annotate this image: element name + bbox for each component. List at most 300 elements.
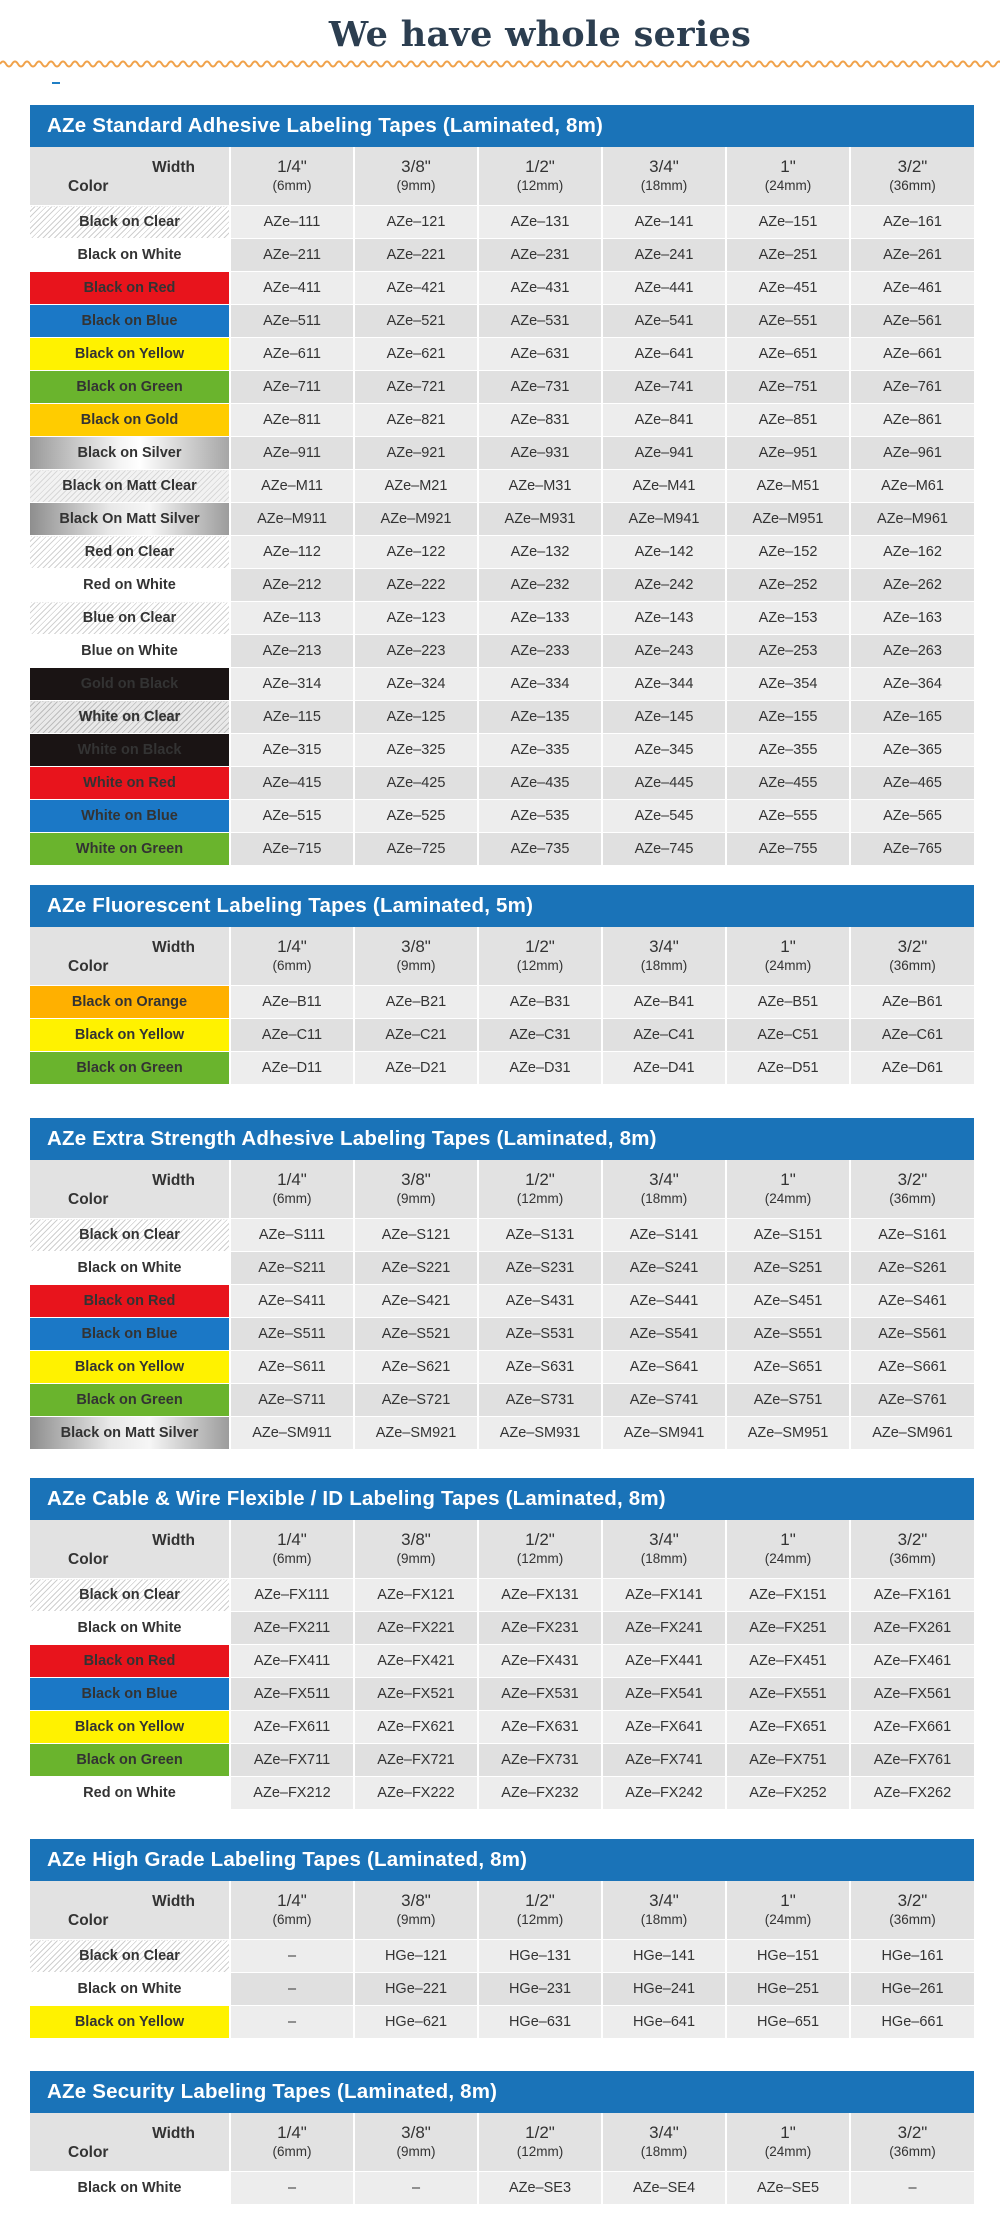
size-inch: 1/2"	[525, 1530, 555, 1549]
product-code: AZe–711	[230, 371, 354, 404]
product-code: AZe–B61	[850, 986, 974, 1019]
size-header	[478, 1520, 602, 1579]
product-code: AZe–611	[230, 338, 354, 371]
product-code: AZe–755	[726, 833, 850, 866]
width-label: Width	[152, 1172, 195, 1189]
product-code: AZe–455	[726, 767, 850, 800]
product-code: AZe–S741	[602, 1384, 726, 1417]
size-header	[478, 1160, 602, 1219]
product-code: AZe–FX731	[478, 1744, 602, 1777]
product-code: AZe–FX641	[602, 1711, 726, 1744]
size-inch: 1/2"	[525, 1170, 555, 1189]
table-row	[30, 986, 974, 1019]
tape-color-label: Black on Silver	[30, 437, 230, 470]
table-row	[30, 1612, 974, 1645]
size-inch: 1"	[780, 1170, 796, 1189]
product-code: AZe–115	[230, 701, 354, 734]
product-code: AZe–C51	[726, 1019, 850, 1052]
product-code: AZe–S511	[230, 1318, 354, 1351]
section-title: AZe Standard Adhesive Labeling Tapes (Laminated, 8m)	[30, 105, 974, 147]
size-inch: 3/2"	[897, 937, 928, 956]
product-code: AZe–233	[478, 635, 602, 668]
size-inch: 3/4"	[649, 1170, 679, 1189]
size-inch: 1/2"	[525, 937, 555, 956]
product-code: AZe–FX242	[602, 1777, 726, 1810]
product-code: AZe–SE5	[726, 2172, 850, 2205]
table-row	[30, 1219, 974, 1252]
product-code: AZe–165	[850, 701, 974, 734]
tape-table	[30, 1881, 974, 2038]
product-code: AZe–S251	[726, 1252, 850, 1285]
table-row	[30, 767, 974, 800]
size-inch: 1/4"	[277, 937, 307, 956]
table-row	[30, 1579, 974, 1612]
product-code: AZe–821	[354, 404, 478, 437]
product-code: AZe–122	[354, 536, 478, 569]
product-code: HGe–241	[602, 1973, 726, 2006]
product-code: AZe–911	[230, 437, 354, 470]
product-code: AZe–465	[850, 767, 974, 800]
product-code: AZe–S111	[230, 1219, 354, 1252]
size-inch: 1/2"	[525, 157, 555, 176]
header-corner	[30, 927, 230, 986]
size-inch: 3/2"	[897, 1170, 928, 1189]
size-header	[230, 147, 354, 206]
product-code: AZe–851	[726, 404, 850, 437]
product-code: AZe–FX531	[478, 1678, 602, 1711]
product-code: AZe–S241	[602, 1252, 726, 1285]
width-label: Width	[152, 1893, 195, 1910]
product-code: AZe–S731	[478, 1384, 602, 1417]
size-header	[478, 1881, 602, 1940]
tape-table	[30, 927, 974, 1084]
product-code: AZe–545	[602, 800, 726, 833]
tape-color-label: Blue on Clear	[30, 602, 230, 635]
tape-color-label: Black on White	[30, 1973, 230, 2006]
tape-color-label: Black on Blue	[30, 305, 230, 338]
product-code: AZe–162	[850, 536, 974, 569]
product-code: AZe–151	[726, 206, 850, 239]
size-header	[602, 1160, 726, 1219]
product-code: AZe–FX241	[602, 1612, 726, 1645]
size-header	[726, 927, 850, 986]
table-row	[30, 1252, 974, 1285]
product-code: AZe–961	[850, 437, 974, 470]
product-code: HGe–621	[354, 2006, 478, 2039]
width-label: Width	[152, 2125, 195, 2142]
product-code: AZe–213	[230, 635, 354, 668]
product-code: AZe–113	[230, 602, 354, 635]
product-code: AZe–252	[726, 569, 850, 602]
color-label: Color	[68, 178, 109, 195]
product-code: AZe–FX511	[230, 1678, 354, 1711]
product-code: AZe–M61	[850, 470, 974, 503]
product-code: AZe–335	[478, 734, 602, 767]
product-code: AZe–S231	[478, 1252, 602, 1285]
section-standard	[30, 105, 974, 865]
size-header	[478, 927, 602, 986]
product-code: AZe–345	[602, 734, 726, 767]
product-code: AZe–M921	[354, 503, 478, 536]
product-code: AZe–SM931	[478, 1417, 602, 1450]
size-mm: (9mm)	[396, 958, 436, 973]
size-header	[230, 2113, 354, 2172]
product-code: AZe–FX212	[230, 1777, 354, 1810]
size-mm: (9mm)	[396, 178, 436, 193]
product-code: AZe–S461	[850, 1285, 974, 1318]
product-code: AZe–232	[478, 569, 602, 602]
product-code: AZe–S451	[726, 1285, 850, 1318]
product-code: AZe–941	[602, 437, 726, 470]
table-row	[30, 371, 974, 404]
product-code: AZe–123	[354, 602, 478, 635]
product-code: AZe–631	[478, 338, 602, 371]
product-code: AZe–C31	[478, 1019, 602, 1052]
table-row	[30, 800, 974, 833]
product-code: AZe–133	[478, 602, 602, 635]
product-code: AZe–M941	[602, 503, 726, 536]
size-mm: (12mm)	[516, 1191, 564, 1206]
table-header-row	[30, 2113, 974, 2172]
size-mm: (6mm)	[272, 958, 312, 973]
product-code: AZe–153	[726, 602, 850, 635]
product-code: AZe–FX222	[354, 1777, 478, 1810]
tape-color-label: Black on Red	[30, 272, 230, 305]
product-code: AZe–S621	[354, 1351, 478, 1384]
product-code: AZe–M21	[354, 470, 478, 503]
section-title: AZe Fluorescent Labeling Tapes (Laminated, 5m)	[30, 885, 974, 927]
product-code: AZe–921	[354, 437, 478, 470]
tape-table	[30, 1520, 974, 1809]
tape-color-label: White on Clear	[30, 701, 230, 734]
table-header-row	[30, 927, 974, 986]
product-code: AZe–641	[602, 338, 726, 371]
product-code: AZe–FX551	[726, 1678, 850, 1711]
product-code: AZe–765	[850, 833, 974, 866]
product-code: AZe–145	[602, 701, 726, 734]
size-header	[354, 147, 478, 206]
product-code: AZe–B21	[354, 986, 478, 1019]
product-code: AZe–525	[354, 800, 478, 833]
product-code: AZe–314	[230, 668, 354, 701]
size-header	[230, 927, 354, 986]
section-cable-wire	[30, 1478, 974, 1809]
table-header-row	[30, 1160, 974, 1219]
tape-color-label: Black on Green	[30, 1744, 230, 1777]
size-header	[602, 2113, 726, 2172]
size-mm: (18mm)	[640, 178, 688, 193]
product-code: AZe–FX421	[354, 1645, 478, 1678]
product-code: AZe–355	[726, 734, 850, 767]
table-header-row	[30, 147, 974, 206]
product-code: AZe–FX541	[602, 1678, 726, 1711]
table-row	[30, 635, 974, 668]
tape-color-label: White on Black	[30, 734, 230, 767]
table-row	[30, 470, 974, 503]
section-extra-strength	[30, 1118, 974, 1449]
tape-color-label: Black on Matt Clear	[30, 470, 230, 503]
product-code: AZe–132	[478, 536, 602, 569]
product-code: HGe–131	[478, 1940, 602, 1973]
table-row	[30, 833, 974, 866]
product-code: AZe–S411	[230, 1285, 354, 1318]
product-code: AZe–M951	[726, 503, 850, 536]
size-inch: 3/4"	[649, 1891, 679, 1910]
size-mm: (36mm)	[889, 1551, 936, 1566]
size-inch: 3/4"	[649, 2123, 679, 2142]
product-code: AZe–S721	[354, 1384, 478, 1417]
size-mm: (6mm)	[272, 1191, 312, 1206]
product-code: AZe–B31	[478, 986, 602, 1019]
tape-color-label: Black on White	[30, 2172, 230, 2205]
product-code: AZe–725	[354, 833, 478, 866]
table-row	[30, 1645, 974, 1678]
product-code: AZe–S211	[230, 1252, 354, 1285]
product-code: AZe–FX631	[478, 1711, 602, 1744]
width-label: Width	[152, 939, 195, 956]
tape-color-label: Black on Red	[30, 1285, 230, 1318]
size-header	[478, 2113, 602, 2172]
product-code: AZe–FX211	[230, 1612, 354, 1645]
product-code: AZe–535	[478, 800, 602, 833]
product-code: AZe–S751	[726, 1384, 850, 1417]
tape-color-label: Black on Clear	[30, 1579, 230, 1612]
width-label: Width	[152, 1532, 195, 1549]
product-code: AZe–FX611	[230, 1711, 354, 1744]
product-code: AZe–S521	[354, 1318, 478, 1351]
size-inch: 3/4"	[649, 937, 679, 956]
product-code: AZe–231	[478, 239, 602, 272]
product-code: AZe–365	[850, 734, 974, 767]
product-code: AZe–C21	[354, 1019, 478, 1052]
product-code: AZe–M11	[230, 470, 354, 503]
size-header	[726, 2113, 850, 2172]
tape-color-label: Black on Orange	[30, 986, 230, 1019]
product-code: AZe–111	[230, 206, 354, 239]
product-code: AZe–715	[230, 833, 354, 866]
size-header	[602, 927, 726, 986]
product-code: AZe–511	[230, 305, 354, 338]
product-code: AZe–S531	[478, 1318, 602, 1351]
product-code: AZe–415	[230, 767, 354, 800]
section-title: AZe Security Labeling Tapes (Laminated, 8m)	[30, 2071, 974, 2113]
table-row	[30, 1417, 974, 1450]
product-code: AZe–SM951	[726, 1417, 850, 1450]
size-mm: (36mm)	[889, 1912, 936, 1927]
product-code: AZe–263	[850, 635, 974, 668]
table-row	[30, 1744, 974, 1777]
tape-color-label: Black on Yellow	[30, 1019, 230, 1052]
product-code: HGe–161	[850, 1940, 974, 1973]
tape-color-label: Black On Matt Silver	[30, 503, 230, 536]
section-title: AZe High Grade Labeling Tapes (Laminated, 8m)	[30, 1839, 974, 1881]
size-mm: (9mm)	[396, 1551, 436, 1566]
table-header-row	[30, 1881, 974, 1940]
product-code: AZe–D41	[602, 1052, 726, 1085]
size-header	[230, 1881, 354, 1940]
accent-dot	[52, 82, 60, 84]
product-code: AZe–315	[230, 734, 354, 767]
size-inch: 1/4"	[277, 2123, 307, 2142]
product-code: AZe–S551	[726, 1318, 850, 1351]
size-header	[726, 1160, 850, 1219]
product-code: AZe–135	[478, 701, 602, 734]
tape-color-label: Black on Yellow	[30, 338, 230, 371]
product-code: AZe–431	[478, 272, 602, 305]
tape-color-label: Black on Clear	[30, 206, 230, 239]
size-header	[726, 147, 850, 206]
product-code: HGe–251	[726, 1973, 850, 2006]
tape-color-label: Red on Clear	[30, 536, 230, 569]
table-header-row	[30, 1520, 974, 1579]
size-header	[850, 147, 974, 206]
size-header	[602, 1881, 726, 1940]
product-code: AZe–163	[850, 602, 974, 635]
size-header	[354, 1160, 478, 1219]
size-mm: (9mm)	[396, 2144, 436, 2159]
size-header	[850, 927, 974, 986]
tape-table	[30, 1160, 974, 1449]
product-code: AZe–FX761	[850, 1744, 974, 1777]
size-header	[850, 2113, 974, 2172]
product-code: AZe–735	[478, 833, 602, 866]
table-row	[30, 239, 974, 272]
table-row	[30, 1351, 974, 1384]
size-mm: (12mm)	[516, 178, 564, 193]
product-code: AZe–S441	[602, 1285, 726, 1318]
tape-color-label: Red on White	[30, 1777, 230, 1810]
table-row	[30, 701, 974, 734]
product-code: AZe–761	[850, 371, 974, 404]
size-header	[354, 2113, 478, 2172]
table-row	[30, 668, 974, 701]
product-code: –	[850, 2172, 974, 2205]
table-row	[30, 503, 974, 536]
size-inch: 1"	[780, 1891, 796, 1910]
size-inch: 3/8"	[401, 1891, 431, 1910]
size-mm: (18mm)	[640, 1191, 688, 1206]
tape-color-label: Black on Red	[30, 1645, 230, 1678]
product-code: AZe–551	[726, 305, 850, 338]
size-inch: 1"	[780, 2123, 796, 2142]
product-code: AZe–152	[726, 536, 850, 569]
product-code: AZe–131	[478, 206, 602, 239]
tape-color-label: Black on Green	[30, 371, 230, 404]
tape-color-label: Red on White	[30, 569, 230, 602]
tape-color-label: Black on Matt Silver	[30, 1417, 230, 1450]
size-header	[478, 147, 602, 206]
product-code: AZe–S651	[726, 1351, 850, 1384]
tape-color-label: Black on Yellow	[30, 1351, 230, 1384]
size-inch: 1"	[780, 157, 796, 176]
product-code: AZe–FX231	[478, 1612, 602, 1645]
page-title: We have whole series	[328, 14, 752, 55]
size-mm: (36mm)	[889, 2144, 936, 2159]
table-row	[30, 1052, 974, 1085]
size-inch: 1/2"	[525, 2123, 555, 2142]
size-header	[850, 1160, 974, 1219]
table-row	[30, 206, 974, 239]
product-code: AZe–FX411	[230, 1645, 354, 1678]
table-row	[30, 602, 974, 635]
header-corner	[30, 1881, 230, 1940]
product-code: AZe–FX261	[850, 1612, 974, 1645]
product-code: AZe–S641	[602, 1351, 726, 1384]
product-code: HGe–261	[850, 1973, 974, 2006]
product-code: AZe–565	[850, 800, 974, 833]
product-code: AZe–M911	[230, 503, 354, 536]
size-header	[230, 1520, 354, 1579]
table-row	[30, 1777, 974, 1810]
size-inch: 3/8"	[401, 1530, 431, 1549]
header-corner	[30, 1520, 230, 1579]
size-mm: (24mm)	[764, 958, 812, 973]
product-code: AZe–M31	[478, 470, 602, 503]
size-mm: (12mm)	[516, 1551, 564, 1566]
product-code: AZe–242	[602, 569, 726, 602]
product-code: AZe–125	[354, 701, 478, 734]
product-code: AZe–212	[230, 569, 354, 602]
product-code: AZe–161	[850, 206, 974, 239]
table-row	[30, 305, 974, 338]
size-mm: (24mm)	[764, 2144, 812, 2159]
product-code: AZe–SM961	[850, 1417, 974, 1450]
tape-color-label: Black on Clear	[30, 1219, 230, 1252]
product-code: AZe–931	[478, 437, 602, 470]
product-code: AZe–FX751	[726, 1744, 850, 1777]
product-code: AZe–S121	[354, 1219, 478, 1252]
product-code: AZe–FX661	[850, 1711, 974, 1744]
color-label: Color	[68, 2144, 109, 2161]
product-code: AZe–M961	[850, 503, 974, 536]
tape-color-label: Black on Clear	[30, 1940, 230, 1973]
section-title: AZe Cable & Wire Flexible / ID Labeling Tapes (Laminated, 8m)	[30, 1478, 974, 1520]
table-row	[30, 1285, 974, 1318]
product-code: AZe–FX711	[230, 1744, 354, 1777]
product-code: AZe–FX461	[850, 1645, 974, 1678]
table-row	[30, 1019, 974, 1052]
tape-color-label: Black on White	[30, 1252, 230, 1285]
size-header	[850, 1881, 974, 1940]
product-code: AZe–D11	[230, 1052, 354, 1085]
product-code: AZe–751	[726, 371, 850, 404]
product-code: AZe–861	[850, 404, 974, 437]
product-code: AZe–S161	[850, 1219, 974, 1252]
product-code: AZe–344	[602, 668, 726, 701]
size-inch: 3/8"	[401, 937, 431, 956]
width-label: Width	[152, 159, 195, 176]
product-code: AZe–S661	[850, 1351, 974, 1384]
tape-table	[30, 2113, 974, 2204]
size-header	[354, 1881, 478, 1940]
product-code: AZe–FX521	[354, 1678, 478, 1711]
product-code: AZe–FX131	[478, 1579, 602, 1612]
product-code: AZe–B41	[602, 986, 726, 1019]
product-code: AZe–C41	[602, 1019, 726, 1052]
size-inch: 3/4"	[649, 1530, 679, 1549]
product-code: AZe–555	[726, 800, 850, 833]
table-row	[30, 2006, 974, 2039]
tape-color-label: White on Red	[30, 767, 230, 800]
size-header	[354, 1520, 478, 1579]
product-code: AZe–222	[354, 569, 478, 602]
size-header	[850, 1520, 974, 1579]
section-title: AZe Extra Strength Adhesive Labeling Tapes (Laminated, 8m)	[30, 1118, 974, 1160]
product-code: HGe–151	[726, 1940, 850, 1973]
product-code: AZe–S611	[230, 1351, 354, 1384]
size-mm: (36mm)	[889, 958, 936, 973]
size-inch: 1/4"	[277, 1891, 307, 1910]
